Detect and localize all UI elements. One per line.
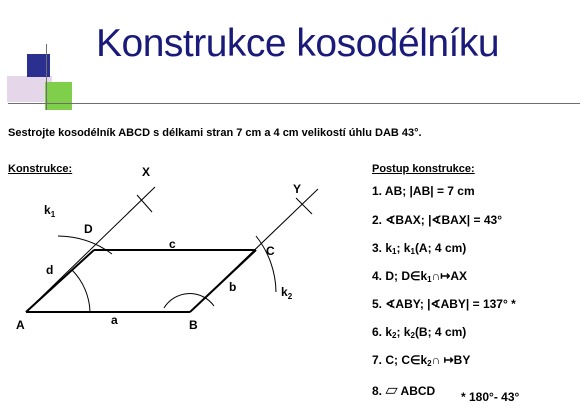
side-d: [26, 250, 94, 312]
circle-arc-k1: [58, 236, 112, 254]
step-text: 4. D; D∈k: [372, 269, 428, 283]
point-d-label: D: [84, 222, 93, 236]
subscript: 2: [392, 331, 397, 340]
subscript: 1: [410, 247, 415, 256]
construction-heading: Konstrukce:: [8, 163, 73, 175]
ray-by-tick: [296, 198, 312, 214]
step-text: (B; 4 cm): [414, 325, 467, 339]
step-text: 5. ∢ABY; |∢ABY| = 137° *: [372, 297, 516, 311]
ray-x-label: X: [142, 165, 151, 179]
step-text: ; k: [396, 241, 411, 255]
side-a-label: a: [111, 313, 118, 327]
step-text: ; k: [396, 325, 411, 339]
circle-k1-label: $k_1$: [44, 203, 56, 219]
circle-k2-label: $k_2$: [281, 285, 293, 301]
point-a-label: A: [16, 318, 25, 332]
side-b-label: b: [229, 280, 237, 294]
step-text: (A; 4 cm): [414, 241, 467, 255]
step-text: 6. k: [372, 325, 393, 339]
task-statement: Sestrojte kosodélník ABCD s délkami stran 7 cm a 4 cm velikostí úhlu DAB 43°.: [8, 127, 422, 139]
procedure-heading: Postup konstrukce:: [372, 163, 475, 175]
side-b: [190, 250, 256, 312]
subscript: 1: [392, 247, 397, 256]
subscript: 2: [410, 331, 415, 340]
step-text: ∩ ↦BY: [431, 353, 471, 367]
slide-title: Konstrukce kosodélníku: [96, 22, 500, 65]
side-c-label: c: [169, 237, 176, 251]
point-c-label: C: [266, 244, 275, 258]
subscript: 2: [427, 359, 432, 368]
step-text: 1. AB; |AB| = 7 cm: [372, 184, 475, 198]
side-d-label: d: [46, 263, 54, 277]
parallelogram-icon: ▱: [385, 382, 398, 399]
step-text: 8.: [372, 384, 386, 398]
step-note: * 180°- 43°: [461, 390, 520, 404]
point-b-label: B: [189, 318, 198, 332]
angle-arc-a: [72, 270, 90, 312]
ray-y-label: Y: [293, 182, 302, 196]
step-text: ∩↦AX: [431, 269, 467, 283]
step-text: 7. C; C∈k: [372, 353, 428, 367]
step-text: 3. k: [372, 241, 393, 255]
step-text: 2. ∢BAX; |∢BAX| = 43°: [372, 213, 502, 227]
subscript: 1: [427, 275, 432, 284]
step-text: ABCD: [397, 384, 436, 398]
